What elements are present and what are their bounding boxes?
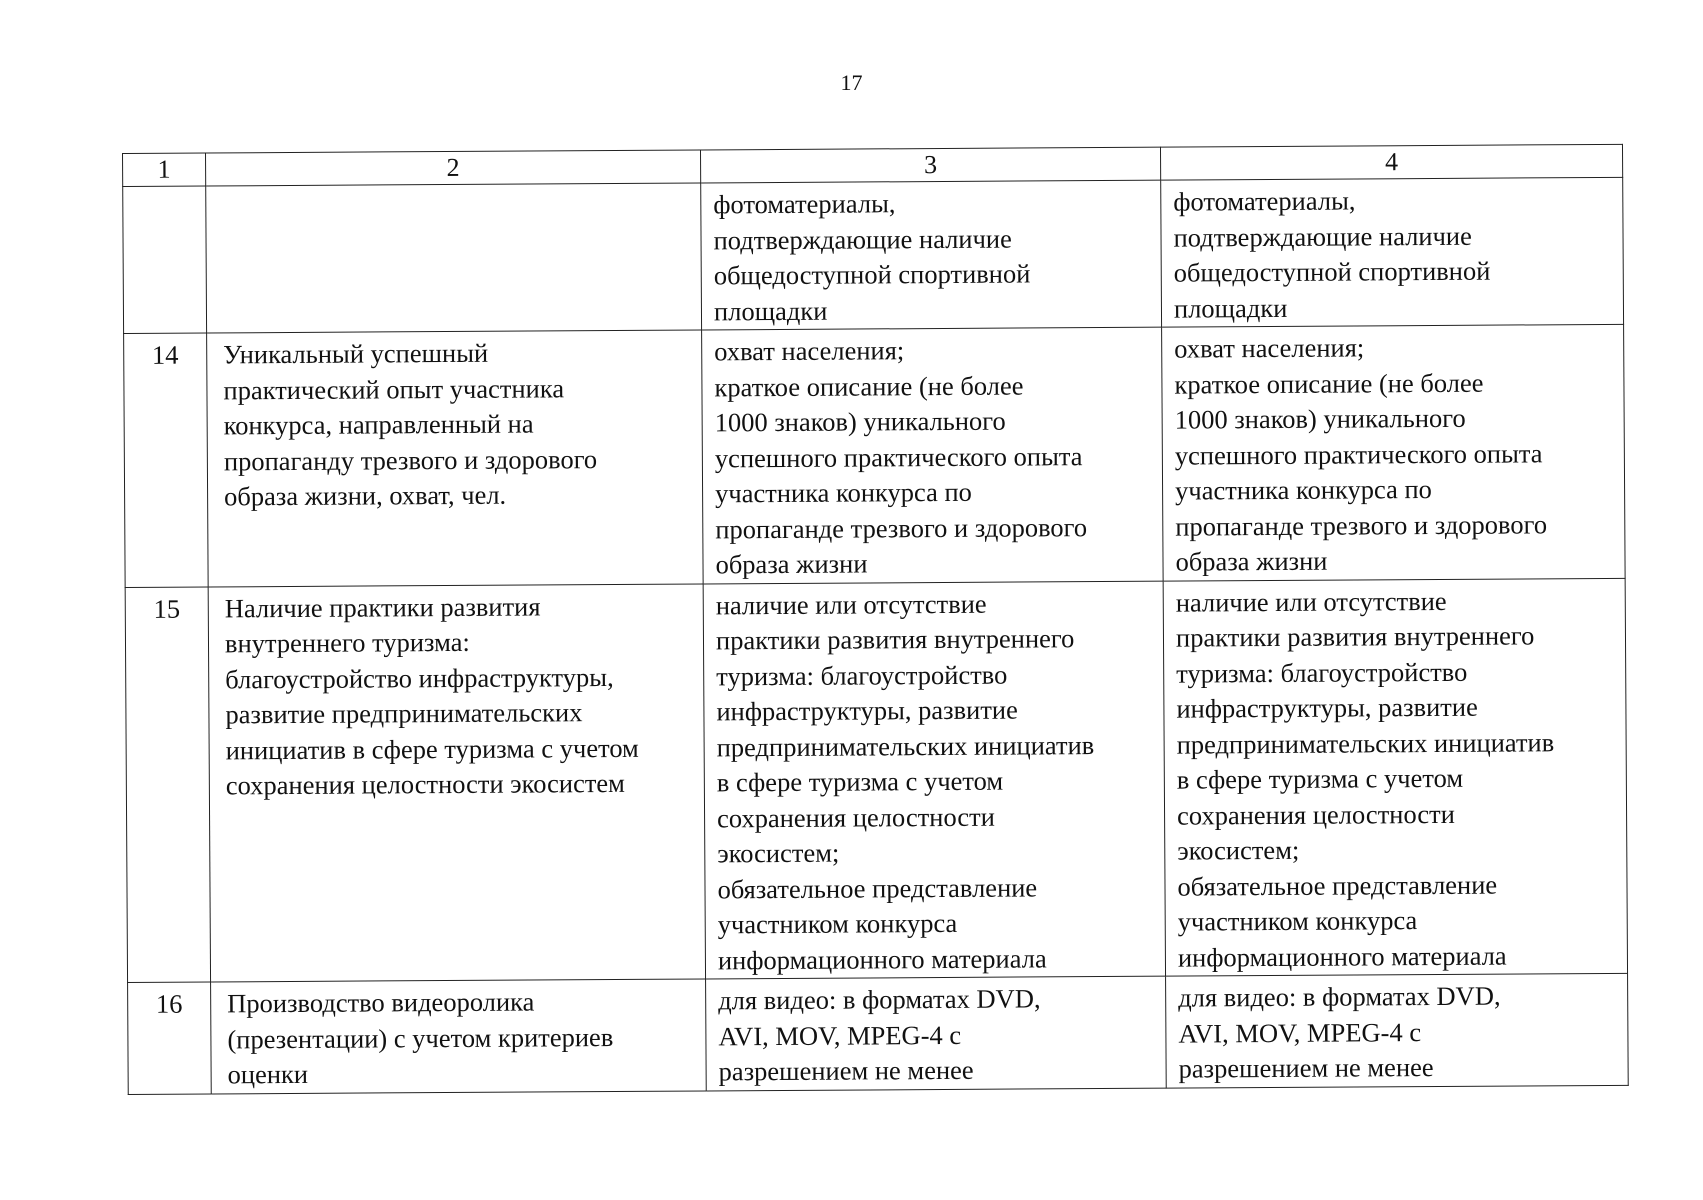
table-row [123,177,1624,333]
col4-cell: фотоматериалы, подтверждающие наличие общедоступной спортивной площадки [1161,177,1624,327]
col4-cell: для видео: в форматах DVD, AVI, MOV, MPEG-4 с разрешением не менее [1166,973,1629,1087]
col3-cell: охват населения; краткое описание (не более 1000 знаков) уникального успешного практического опыта участника конкурса по пропаганде трезвого и здорового образа жизни [702,327,1164,583]
row-number: 15 [125,586,210,982]
criterion-cell: Уникальный успешный практический опыт участника конкурса, направленный на пропаганду трезвого и здорового образа жизни, охват, чел. [207,330,704,587]
table-row [128,973,1629,1094]
column-header: 4 [1160,144,1622,180]
col3-cell: для видео: в форматах DVD, AVI, MOV, MPEG-4 с разрешением не менее [706,976,1167,1090]
criteria-table [122,144,1629,1095]
col4-cell: охват населения; краткое описание (не более 1000 знаков) уникального успешного практического опыта участника конкурса по пропаганде трезвого и здорового образа жизни [1162,324,1626,580]
row-number: 14 [124,333,209,587]
criterion-cell [206,183,702,333]
table-row [125,578,1627,983]
row-number: 16 [128,982,212,1094]
table-row [124,324,1626,587]
col3-cell: фотоматериалы, подтверждающие наличие общедоступной спортивной площадки [701,180,1162,330]
col4-cell: наличие или отсутствие практики развития внутреннего туризма: благоустройство инфраструктуры, развитие предпринимательских инициатив в сфере туризма с учетом сохранения целостности экосистем; обязательное представление участником конкурса информационного материала [1163,578,1627,976]
column-header: 1 [123,153,206,187]
page-number: 17 [840,70,863,95]
col3-cell: наличие или отсутствие практики развития внутреннего туризма: благоустройство инфраструктуры, развитие предпринимательских инициатив в сфере туризма с учетом сохранения целостности экосистем; обязательное представление участником конкурса информационного материала [703,581,1165,979]
column-header: 2 [206,150,701,186]
criterion-cell: Производство видеоролика (презентации) с учетом критериев оценки [211,979,707,1094]
criterion-cell: Наличие практики развития внутреннего туризма: благоустройство инфраструктуры, развитие предпринимательских инициатив в сфере туризма с учетом сохранения целостности экосистем [208,583,705,982]
column-header: 3 [700,147,1160,183]
row-number [123,186,207,334]
